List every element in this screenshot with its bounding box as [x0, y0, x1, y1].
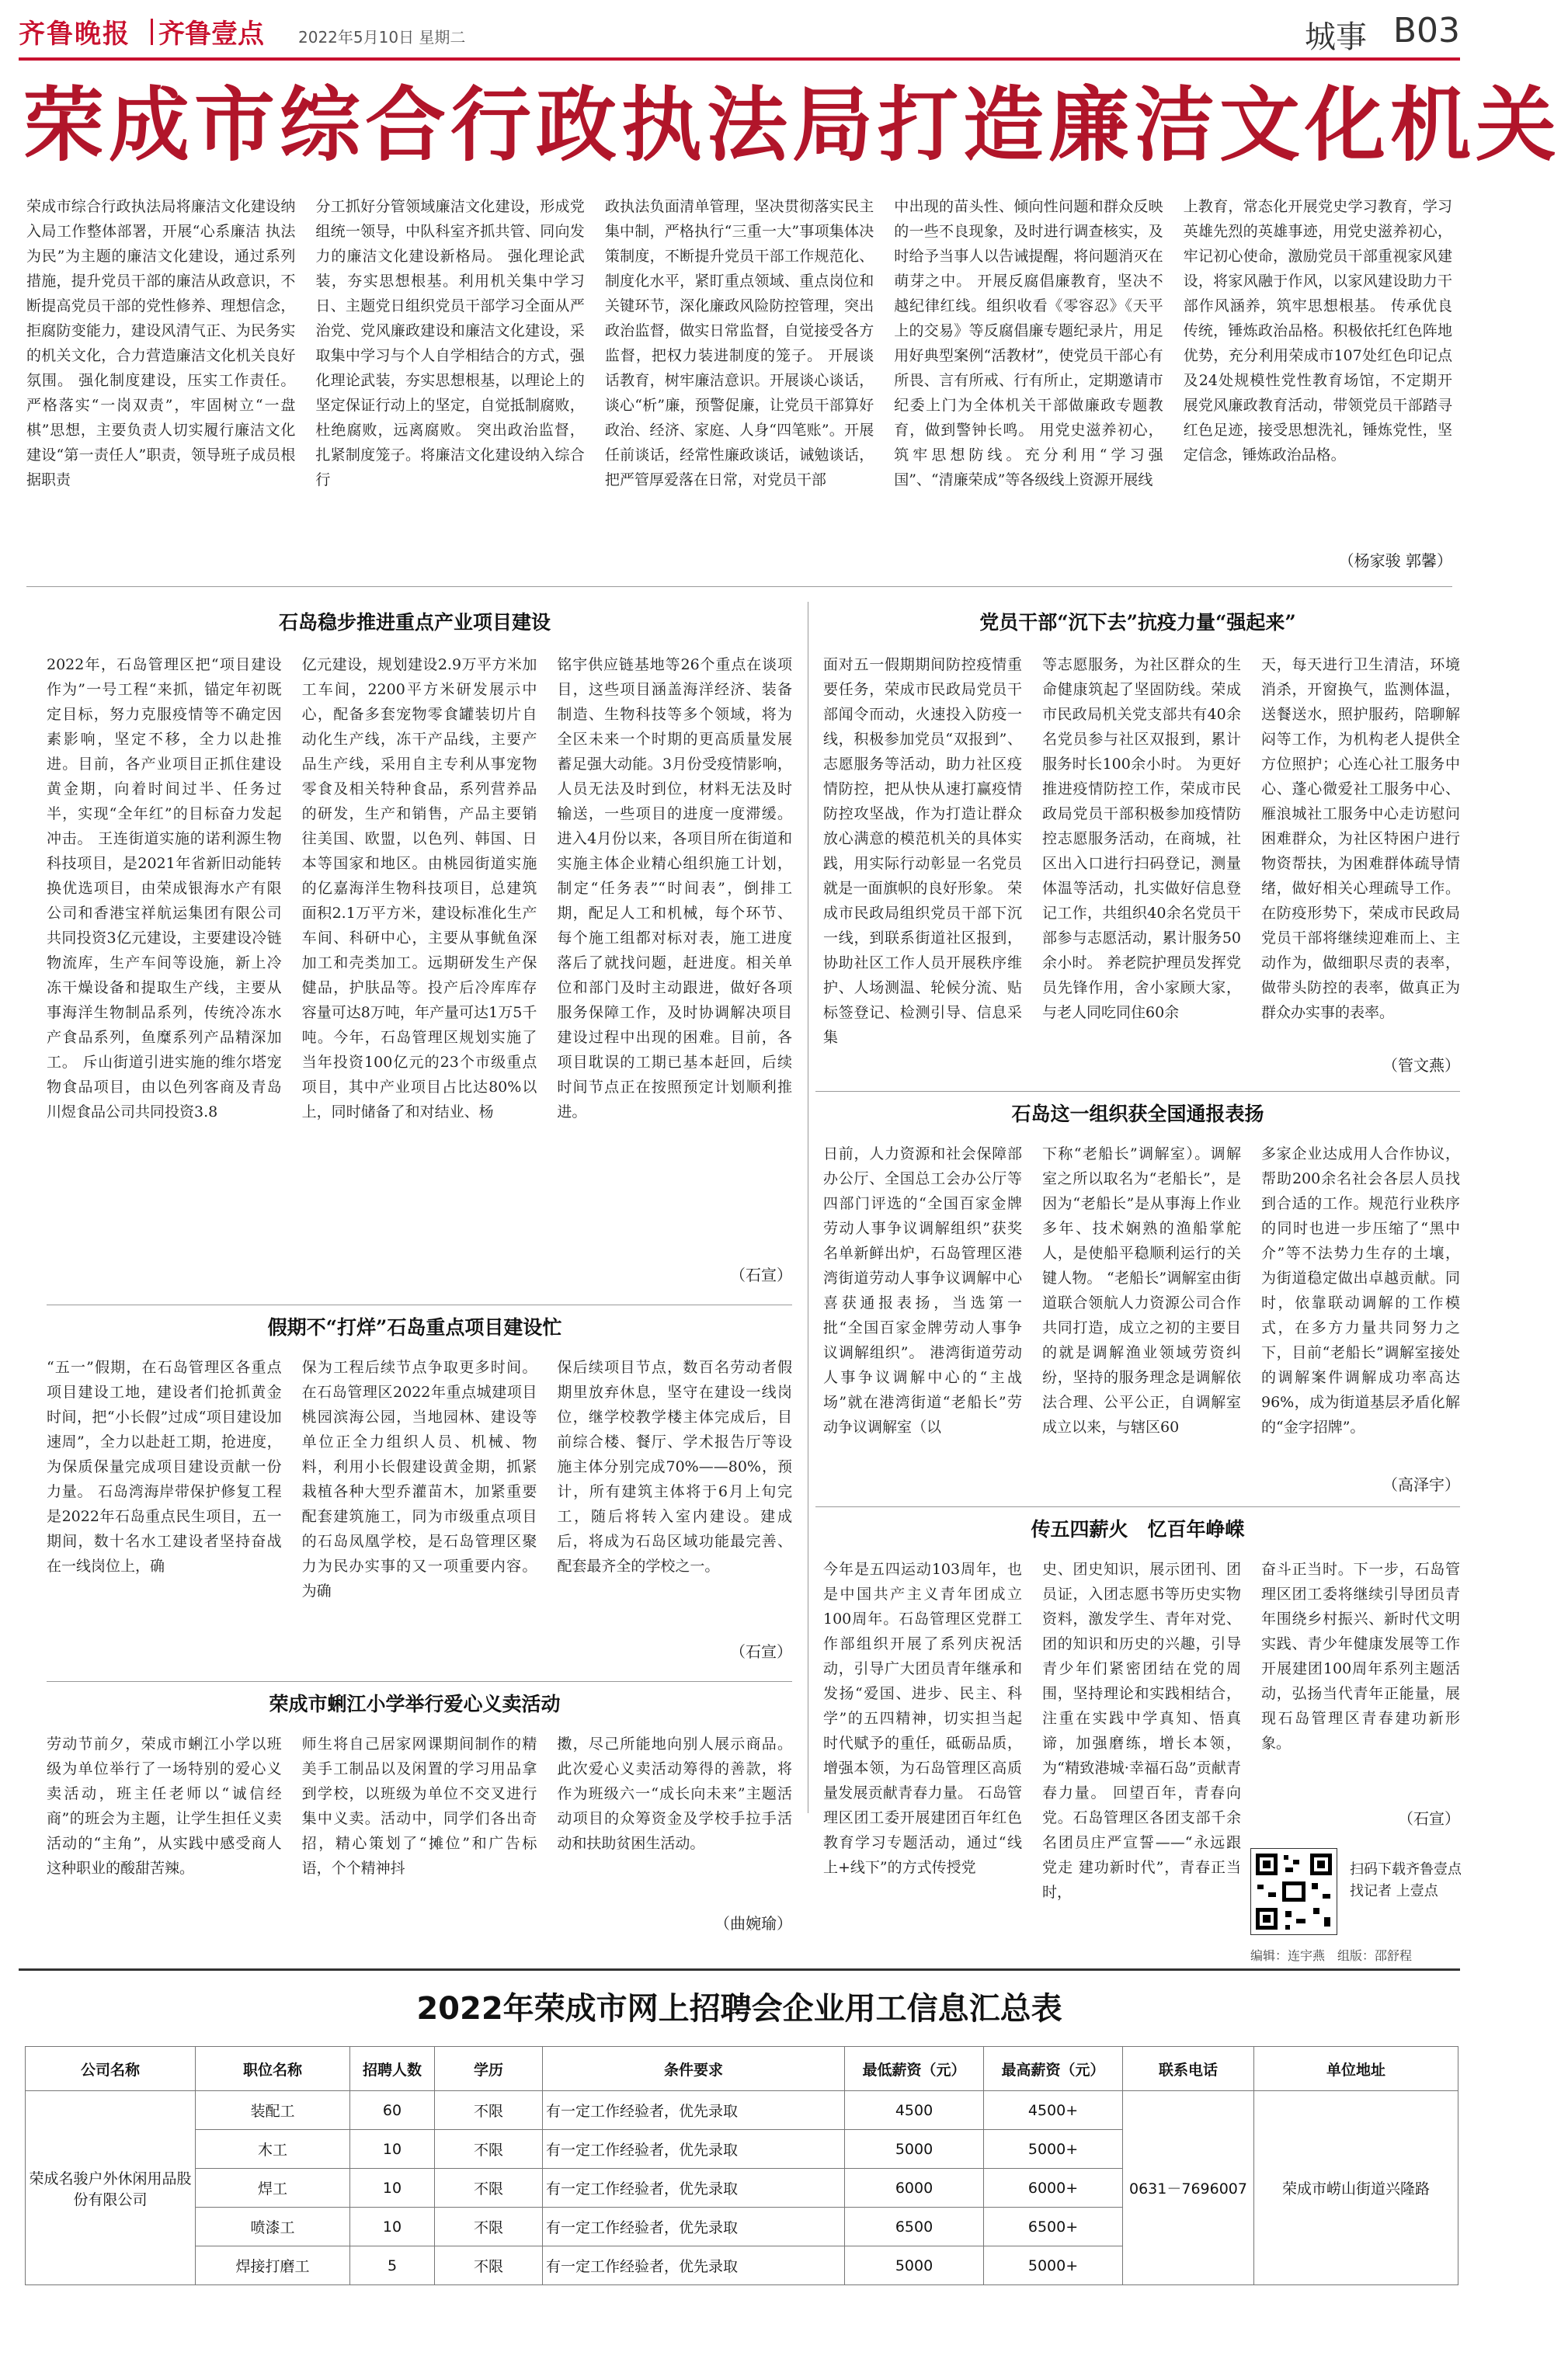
- article-6-col-3: 擞，尽己所能地向别人展示商品。此次爱心义卖活动筹得的善款，将作为班级六一“成长向未来”主题活动项目的众筹资金及学校手拉手活动和扶助贫困生活动。: [557, 1735, 793, 1852]
- cell-count: 5: [350, 2246, 435, 2285]
- cell-education: 不限: [435, 2091, 543, 2130]
- masthead-rule: [19, 57, 1460, 61]
- cell-position: 焊工: [196, 2169, 350, 2208]
- jobs-table-title: 2022年荣成市网上招聘会企业用工信息汇总表: [416, 1991, 1062, 2027]
- cell-education: 不限: [435, 2208, 543, 2246]
- cell-count: 10: [350, 2130, 435, 2169]
- cell-position: 装配工: [196, 2091, 350, 2130]
- qr-caption-line-2: 找记者 上壹点: [1350, 1883, 1438, 1899]
- article-3-col-2: 下称“老船长”调解室）。调解室之所以取名为“老船长”，是因为“老船长”是从事海上作业多年、技术娴熟的渔船掌舵人，是使船平稳顺利运行的关键人物。 “老船长”调解室由街道联合领航人力资源公司合作共同打造，成立之初的主要目的就是调解渔业领域劳资纠纷，坚持的服务理念是调解依法合理、公平公正，自调解室成立以来，与辖区60: [1042, 1145, 1241, 1436]
- editor-credits: 编辑：连宇燕 组版：邵舒程: [1250, 1948, 1413, 1963]
- cell-min-salary: 4500: [845, 2091, 984, 2130]
- divider: [26, 586, 1452, 587]
- article-2-col-2: 等志愿服务，为社区群众的生命健康筑起了坚固防线。荣成市民政局机关党支部共有40余名党员参与社区双报到，累计服务时长100余小时。 为更好推进疫情防控工作，荣成市民政局党员干部积极参加疫情防控志愿服务活动，在商城，社区出入口进行扫码登记，测量体温等活动，扎实做好信息登记工作，共组织40余名党员干部参与志愿活动，累计服务50余小时。 养老院护理员发挥党员先锋作用，舍小家顾大家，与老人同吃同住60余: [1042, 656, 1241, 1021]
- header-phone: 联系电话: [1123, 2047, 1254, 2091]
- header-position: 职位名称: [196, 2047, 350, 2091]
- article-2-col-1: 面对五一假期期间防控疫情重要任务，荣成市民政局党员干部闻令而动，火速投入防疫一线，积极参加党员“双报到”、志愿服务等活动，助力社区疫情防控，把从快从速打赢疫情防控攻坚战，作为打造让群众放心满意的模范机关的具体实践，用实际行动彰显一名党员就是一面旗帜的良好形象。 荣成市民政局组织党员干部下沉一线，到联系街道社区报到，协助社区工作人员开展秩序维护、人场测温、轮候分流、贴标签登记、检测引导、信息采集: [823, 656, 1022, 1046]
- cell-count: 60: [350, 2091, 435, 2130]
- logo-divider: [151, 19, 153, 45]
- article-6: [47, 1732, 792, 1941]
- article-3: [823, 1141, 1460, 1506]
- cell-count: 10: [350, 2169, 435, 2208]
- qr-caption: [1350, 1859, 1462, 1902]
- cell-education: 不限: [435, 2169, 543, 2208]
- article-3-title: 石岛这一组织获全国通报表扬: [1011, 1103, 1264, 1125]
- section-name: 城事: [1305, 19, 1367, 55]
- article-1-col-2: 亿元建设，规划建设2.9万平方米加工车间，2200平方米研发展示中心，配备多套宠物零食罐装切片自动化生产线，冻干产品线，主要产品生产线，采用自主专利从事宠物零食及相关特种食品，系列营养品的研发，生产和销售，产品主要销往美国、欧盟，以色列、韩国、日本等国家和地区。由桃园街道实施的亿嘉海洋生物科技项目，总建筑面积2.1万平方米，建设标准化生产车间、科研中心，主要从事鱿鱼深加工和壳类加工。远期研发生产保健品，护肤品等。投产后冷库库存容量可达8万吨，年产量可达1万5千吨。今年，石岛管理区规划实施了当年投资100亿元的23个市级重点项目，其中产业项目占比达80%以上，同时储备了和对结业、杨: [301, 656, 537, 1121]
- article-3-col-3: 多家企业达成用人合作协议，帮助200余名社会各层人员找到合适的工作。规范行业秩序的同时也进一步压缩了“黑中介”等不法势力生存的土壤，为街道稳定做出卓越贡献。同时，依靠联动调解的工作模式，在多方力量共同努力之下，目前“老船长”调解室接处的调解案件调解成功率高达96%，成为街道基层矛盾化解的“金字招牌”。: [1261, 1145, 1460, 1436]
- cell-max-salary: 5000+: [984, 2130, 1123, 2169]
- article-1-col-3: 铭宇供应链基地等26个重点在谈项目，这些项目涵盖海洋经济、装备制造、生物科技等多个领域，将为全区未来一个时期的更高质量发展蓄足强大动能。3月份受疫情影响，人员无法及时到位，材料无法及时输送，一些项目的进度一度滞缓。进入4月份以来，各项目所在街道和实施主体企业精心组织施工计划，制定“任务表”“时间表”，倒排工期，配足人工和机械，每个环节、每个施工组都对标对表，施工进度落后了就找问题，赶进度。相关单位和部门及时主动跟进，做好各项服务保障工作，及时协调解决项目建设过程中出现的困难。目前，各项目耽误的工期已基本赶回，后续时间节点正在按照预定计划顺利推进。: [557, 656, 793, 1121]
- cell-education: 不限: [435, 2130, 543, 2169]
- cell-max-salary: 4500+: [984, 2091, 1123, 2130]
- header-max-salary: 最高薪资（元）: [984, 2047, 1123, 2091]
- article-6-title: 荣成市蜊江小学举行爱心义卖活动: [269, 1693, 561, 1715]
- article-5-title: 传五四薪火 忆百年峥嵘: [1031, 1518, 1245, 1541]
- article-1-byline: （石宣）: [730, 1266, 792, 1284]
- lead-col-2: 分工抓好分管领域廉洁文化建设，形成党组统一领导，中队科室齐抓共管、同向发力的廉洁文化建设新格局。 强化理论武装，夯实思想根基。利用机关集中学习日、主题党日组织党员干部学习全面从严治党、党风廉政建设和廉洁文化建设，采取集中学习与个人自学相结合的方式，强化理论武装，夯实思想根基，以理论上的坚定保证行动上的坚定，自觉抵制腐败，杜绝腐败，远离腐败。 突出政治监督，扎紧制度笼子。将廉洁文化建设纳入综合行: [315, 198, 585, 488]
- cell-requirements: 有一定工作经验者，优先录取: [543, 2130, 845, 2169]
- cell-requirements: 有一定工作经验者，优先录取: [543, 2091, 845, 2130]
- article-4-byline: （石宣）: [730, 1642, 792, 1661]
- article-5-col-2: 史、团史知识，展示团刊、团员证，入团志愿书等历史实物资料，激发学生、青年对党、团的知识和历史的兴趣，引导青少年们紧密团结在党的周围，坚持理论和实践相结合，注重在实践中学真知、悟真谛，加强磨练，增长本领，为“精致港城·幸福石岛”贡献青春力量。 回望百年，青春向党。石岛管理区各团支部千余名团员庄严宣誓——“永远跟党走 建功新时代”，青春正当时，: [1042, 1561, 1241, 1901]
- divider: [47, 1681, 792, 1682]
- header-min-salary: 最低薪资（元）: [845, 2047, 984, 2091]
- article-2: [823, 652, 1460, 1087]
- cell-requirements: 有一定工作经验者，优先录取: [543, 2169, 845, 2208]
- lead-headline: 荣成市综合行政执法局打造廉洁文化机关: [23, 77, 1561, 172]
- header-address: 单位地址: [1254, 2047, 1458, 2091]
- page-number: B03: [1392, 11, 1460, 50]
- article-6-col-1: 劳动节前夕，荣成市蜊江小学以班级为单位举行了一场特别的爱心义卖活动，班主任老师以“诚信经商”的班会为主题，让学生担任义卖活动的“主角”，从实践中感受商人这种职业的酸甜苦辣。: [47, 1735, 282, 1877]
- qr-code-icon: [1251, 1849, 1337, 1934]
- article-4-col-3: 保后续项目节点，数百名劳动者假期里放弃休息，坚守在建设一线岗位，继学校教学楼主体完成后，目前综合楼、餐厅、学术报告厅等设施主体分别完成70%——80%，预计，所有建筑主体将于6月上旬完工，随后将转入室内建设。建成后，将成为石岛区域功能最完善、配套最齐全的学校之一。: [557, 1359, 793, 1575]
- article-5-col-3: 奋斗正当时。下一步，石岛管理区团工委将继续引导团员青年围绕乡村振兴、新时代文明实践、青少年健康发展等工作开展建团100周年系列主题活动，弘扬当代青年正能量，展现石岛管理区青春建功新形象。: [1261, 1561, 1460, 1752]
- newspaper-logo: 齐鲁晚报: [19, 19, 130, 50]
- lead-col-4: 中出现的苗头性、倾向性问题和群众反映的一些不良现象，及时进行调查核实，及时给予当事人以告诫提醒，将问题消灭在萌芽之中。 开展反腐倡廉教育，坚决不越纪律红线。组织收看《零容忍》《天平上的交易》等反腐倡廉专题纪录片，用足用好典型案例“活教材”，使党员干部心有所畏、言有所戒、行有所止，定期邀请市纪委上门为全体机关干部做廉政专题教育，做到警钟长鸣。 用党史滋养初心，筑牢思想防线。充分利用“学习强国”、“清廉荣成”等各级线上资源开展线: [894, 198, 1163, 488]
- article-4-col-2: 保为工程后续节点争取更多时间。 在石岛管理区2022年重点城建项目桃园滨海公园，当地园林、建设等单位正全力组织人员、机械、物料，利用小长假建设黄金期，抓紧栽植各种大型乔灌苗木，加紧重要配套建筑施工，同为市级重点项目的石岛凤凰学校，是石岛管理区聚力为民办实事的又一项重要内容。为确: [301, 1359, 537, 1600]
- divider: [815, 1506, 1460, 1507]
- header-company: 公司名称: [26, 2047, 196, 2091]
- app-logo: 齐鲁壹点: [158, 19, 264, 50]
- cell-min-salary: 5000: [845, 2130, 984, 2169]
- article-5-byline: （石宣）: [1398, 1809, 1460, 1828]
- article-3-byline: （高泽宇）: [1382, 1475, 1460, 1494]
- cell-address: 荣成市崂山街道兴隆路: [1254, 2091, 1458, 2285]
- lead-col-5: 上教育，常态化开展党史学习教育，学习英雄先烈的英雄事迹，用党史滋养初心，牢记初心使命，激励党员干部重视家风建设，将家风融于作风，以家风建设助力干部作风涵养，筑牢思想根基。 传承优良传统，锤炼政治品格。积极依托红色阵地优势，充分利用荣成市107处红色印记点及24处规模性党性教育场馆，不定期开展党风廉政教育活动，带领党员干部踏寻红色足迹，接受思想洗礼，锤炼党性，坚定信念，锤炼政治品格。: [1183, 198, 1453, 464]
- issue-date: 2022年5月10日 星期二: [298, 28, 466, 47]
- article-1-title: 石岛稳步推进重点产业项目建设: [278, 611, 551, 634]
- article-4-title: 假期不“打烊”石岛重点项目建设忙: [267, 1316, 562, 1339]
- article-1-col-1: 2022年，石岛管理区把“项目建设作为”一号工程“来抓，锚定年初既定目标，努力克服疫情等不确定因素影响，坚定不移，全力以赴推进。目前，各产业项目正抓住建设黄金期，向着时间过半、任务过半，实现“全年红”的目标奋力发起冲击。 王连街道实施的诺利源生物科技项目，是2021年省新旧动能转换优选项目，由荣成银海水产有限公司和香港宝祥航运集团有限公司共同投资3亿元建设，主要建设冷链物流库，生产车间等设施，新上冷冻干燥设备和提取生产线，主要从事海洋生物制品系列，传统冷冻水产食品系列，鱼糜系列产品精深加工。 斥山街道引进实施的维尔塔宠物食品项目，由以色列客商及青岛川煜食品公司共同投资3.8: [47, 656, 282, 1121]
- cell-requirements: 有一定工作经验者，优先录取: [543, 2246, 845, 2285]
- cell-requirements: 有一定工作经验者，优先录取: [543, 2208, 845, 2246]
- lead-byline: （杨家骏 郭馨）: [1338, 551, 1452, 570]
- article-2-byline: （管文燕）: [1382, 1056, 1460, 1075]
- header-education: 学历: [435, 2047, 543, 2091]
- cell-phone: 0631－7696007: [1123, 2091, 1254, 2285]
- header-count: 招聘人数: [350, 2047, 435, 2091]
- cell-position: 喷漆工: [196, 2208, 350, 2246]
- cell-max-salary: 5000+: [984, 2246, 1123, 2285]
- masthead: [19, 8, 1460, 54]
- cell-min-salary: 6000: [845, 2169, 984, 2208]
- divider: [815, 1091, 1460, 1092]
- table-header-row: [26, 2047, 1458, 2091]
- section-divider: [19, 1968, 1460, 1971]
- qr-code[interactable]: [1250, 1848, 1337, 1935]
- cell-company: 荣成名骏户外休闲用品股份有限公司: [26, 2091, 196, 2285]
- article-2-title: 党员干部“沉下去”抗疫力量“强起来”: [979, 611, 1296, 634]
- article-4-col-1: “五一”假期，在石岛管理区各重点项目建设工地，建设者们抢抓黄金时间，把“小长假”过成“项目建设加速周”，全力以赴赶工期，抢进度，为保质保量完成项目建设贡献一份力量。 石岛湾海岸带保护修复工程是2022年石岛重点民生项目，五一期间，数十名水工建设者坚持奋战在一线岗位上，确: [47, 1359, 282, 1575]
- lead-col-1: 荣成市综合行政执法局将廉洁文化建设纳入局工作整体部署，开展“心系廉洁 执法为民”为主题的廉洁文化建设，通过系列措施，提升党员干部的廉洁从政意识，不断提高党员干部的党性修养、理想信念，拒腐防变能力，建设风清气正、为民务实的机关文化，合力营造廉洁文化机关良好氛围。 强化制度建设，压实工作责任。严格落实“一岗双责”，牢固树立“一盘棋”思想，主要负责人切实履行廉洁文化建设“第一责任人”职责，领导班子成员根据职责: [26, 198, 296, 488]
- article-5-col-1: 今年是五四运动103周年，也是中国共产主义青年团成立100周年。石岛管理区党群工作部组织开展了系列庆祝活动，引导广大团员青年继承和发扬“爱国、进步、民主、科学”的五四精神，切实担当起时代赋予的重任，砥砺品质，增强本领，为石岛管理区高质量发展贡献青春力量。 石岛管理区团工委开展建团百年红色教育学习专题活动，通过“线上+线下”的方式传授党: [823, 1561, 1022, 1876]
- table-row: [26, 2091, 1458, 2130]
- cell-count: 10: [350, 2208, 435, 2246]
- article-6-byline: （曲婉瑜）: [714, 1914, 792, 1933]
- article-4: [47, 1355, 792, 1673]
- article-2-col-3: 天，每天进行卫生清洁，环境消杀，开窗换气，监测体温，送餐送水，照护服药，陪聊解闷等工作，为机构老人提供全方位照护；心连心社工服务中心、蓬心微爱社工服务中心、雁浪城社工服务中心走访慰问困难群众，为社区特困户进行物资帮扶，为困难群体疏导情绪，做好相关心理疏导工作。 在防疫形势下，荣成市民政局党员干部将继续迎难而上、主动作为，做细职尽责的表率，做带头防控的表率，做真正为群众办实事的表率。: [1261, 656, 1460, 1021]
- article-1: [47, 652, 792, 1297]
- cell-min-salary: 6500: [845, 2208, 984, 2246]
- qr-caption-line-1: 扫码下载齐鲁壹点: [1350, 1861, 1462, 1878]
- cell-education: 不限: [435, 2246, 543, 2285]
- jobs-table: [25, 2046, 1458, 2285]
- cell-position: 焊接打磨工: [196, 2246, 350, 2285]
- cell-position: 木工: [196, 2130, 350, 2169]
- header-requirements: 条件要求: [543, 2047, 845, 2091]
- cell-max-salary: 6500+: [984, 2208, 1123, 2246]
- lead-article: [26, 194, 1453, 570]
- article-3-col-1: 日前，人力资源和社会保障部办公厅、全国总工会办公厅等四部门评选的“全国百家金牌劳动人事争议调解组织”获奖名单新鲜出炉，石岛管理区港湾街道劳动人事争议调解中心喜获通报表扬，当选第一批“全国百家金牌劳动人事争议调解组织”。 港湾街道劳动人事争议调解中心的“主战场”就在港湾街道“老船长”劳动争议调解室（以: [823, 1145, 1022, 1436]
- lead-col-3: 政执法负面清单管理，坚决贯彻落实民主集中制，严格执行“三重一大”事项集体决策制度，不断提升党员干部工作规范化、制度化水平，紧盯重点领域、重点岗位和关键环节，深化廉政风险防控管理，突出政治监督，做实日常监督，自觉接受各方监督，把权力装进制度的笼子。 开展谈话教育，树牢廉洁意识。开展谈心谈话，谈心“析”廉，预警促廉，让党员干部算好政治、经济、家庭、人身“四笔账”。开展任前谈话，经常性廉政谈话，诫勉谈话，把严管厚爱落在日常，对党员干部: [604, 198, 874, 488]
- article-6-col-2: 师生将自己居家网课期间制作的精美手工制品以及闲置的学习用品拿到学校，以班级为单位不交叉进行集中义卖。活动中，同学们各出奇招，精心策划了“摊位”和广告标语，个个精神抖: [301, 1735, 537, 1877]
- cell-max-salary: 6000+: [984, 2169, 1123, 2208]
- cell-min-salary: 5000: [845, 2246, 984, 2285]
